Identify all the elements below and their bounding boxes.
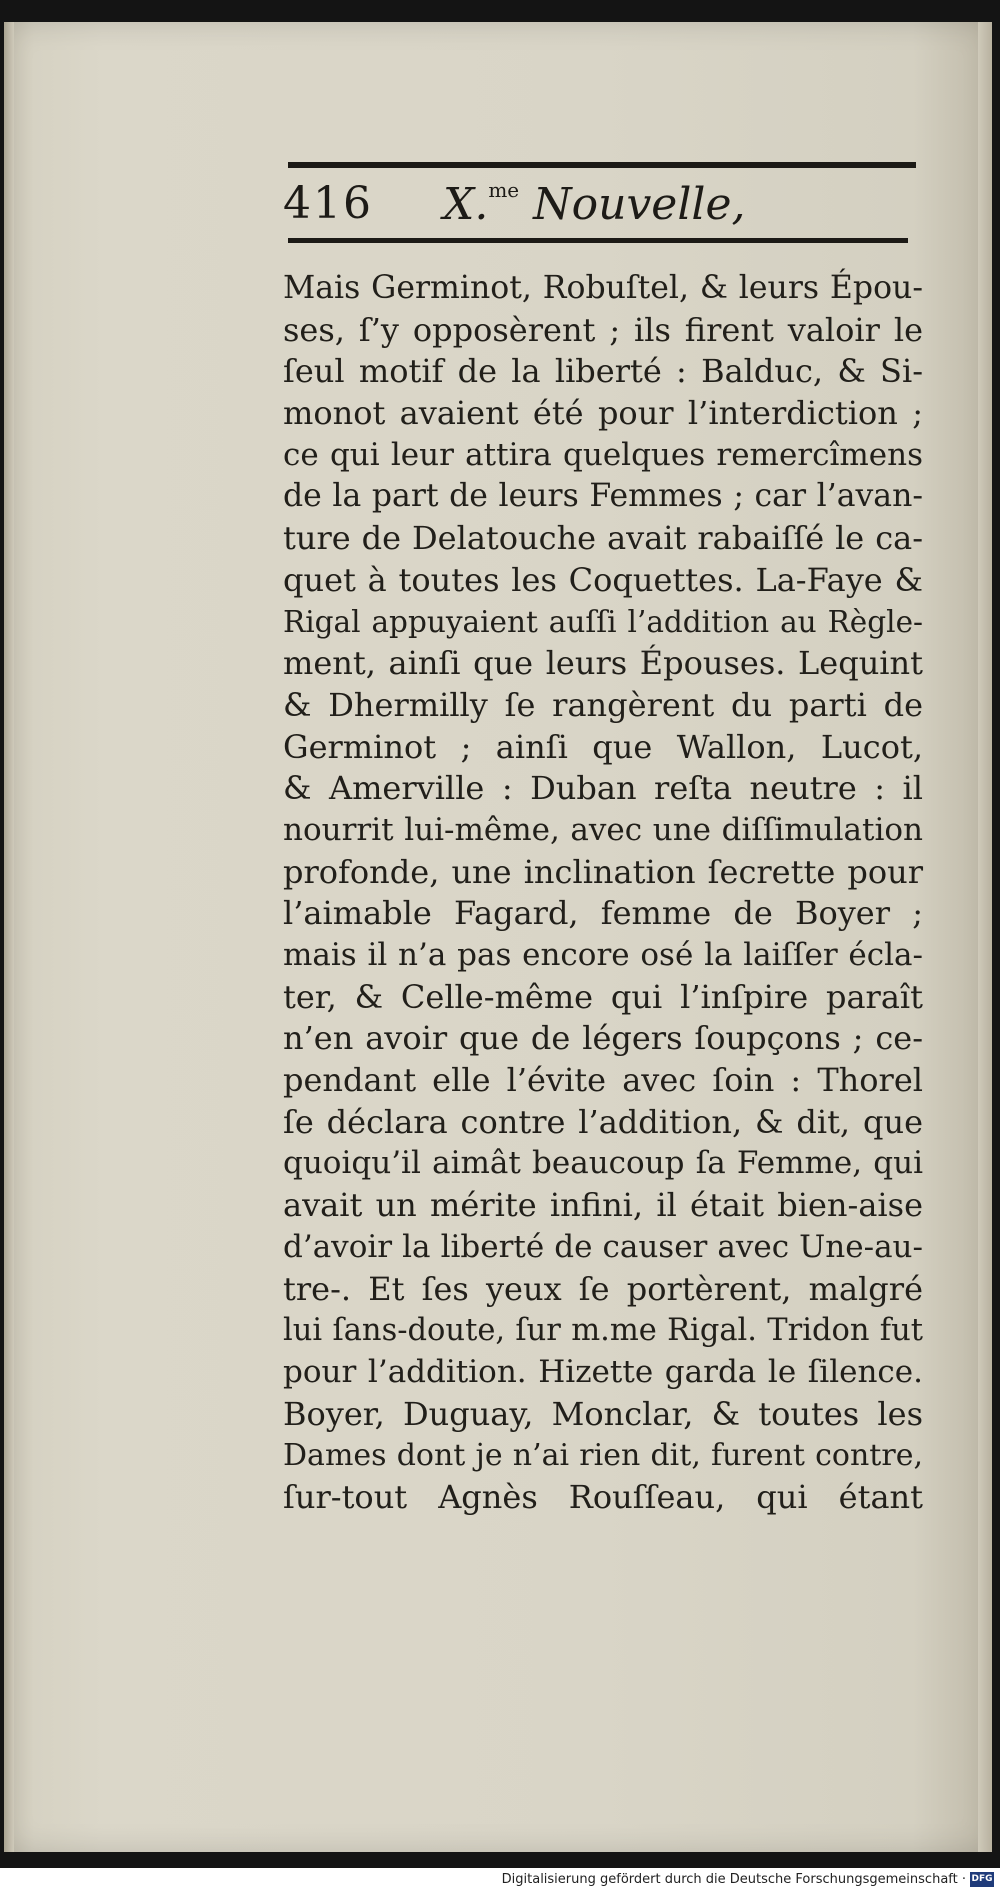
text-line: de la part de leurs Femmes ; car l’avan- [283, 478, 923, 515]
text-line: mais il n’a pas encore osé la laiſſer écla- [283, 937, 923, 973]
text-line: profonde, une inclination ſecrette pour [283, 852, 923, 891]
page-header [283, 178, 923, 238]
text-line: Germinot ; ainſi que Wallon, Lucot, [283, 727, 923, 766]
header-rule-bottom [288, 238, 908, 243]
text-line: d’avoir la liberté de causer avec Une-au- [283, 1228, 923, 1265]
text-line: ſur-tout Agnès Rouſſeau, qui étant [283, 1477, 923, 1516]
text-line: ſeul motif de la liberté : Balduc, & Si- [283, 352, 923, 391]
text-line: Rigal appuyaient auſſi l’addition au Règle- [283, 604, 923, 639]
page-gutter [4, 22, 14, 1852]
text-line: n’en avoir que de légers ſoupçons ; ce- [283, 1019, 923, 1058]
text-line: ſe déclara contre l’addition, & dit, que [283, 1102, 923, 1141]
page-number: 416 [283, 178, 373, 229]
text-line: ce qui leur attira quelques remercîmens [283, 436, 923, 473]
text-line: nourrit lui-même, avec une diſſimulation [283, 811, 923, 848]
text-line: ses, ſ’y opposèrent ; ils firent valoir le [283, 310, 923, 349]
text-line: tre-. Et ſes yeux ſe portèrent, malgré [283, 1269, 923, 1308]
digitization-credit: Digitalisierung gefördert durch die Deutsche Forschungsgemeinschaft · [501, 1872, 966, 1887]
text-line: Dames dont je n’ai rien dit, furent contre, [283, 1438, 923, 1474]
running-head-superscript: me [488, 178, 520, 202]
running-head-title: Nouvelle, [519, 179, 746, 230]
text-line: quoiqu’il aimât beaucoup ſa Femme, qui [283, 1145, 923, 1182]
text-line: ment, ainſi que leurs Épouses. Lequint [283, 644, 923, 683]
text-line: & Dhermilly ſe rangèrent du parti de [283, 685, 923, 724]
running-head [443, 178, 746, 230]
text-line: Boyer, Duguay, Monclar, & toutes les [283, 1394, 923, 1433]
text-line: & Amerville : Duban reſta neutre : il [283, 769, 923, 808]
header-rule-top [288, 162, 916, 168]
text-line: monot avaient été pour l’interdiction ; [283, 394, 923, 433]
text-line: avait un mérite infini, il était bien-aise [283, 1186, 923, 1225]
page-edge [978, 22, 992, 1852]
text-line: l’aimable Fagard, femme de Boyer ; [283, 894, 923, 933]
text-line: Mais Germinot, Robuſtel, & leurs Épou- [283, 270, 923, 306]
dfg-logo: DFG [970, 1872, 994, 1887]
text-line: pendant elle l’évite avec ſoin : Thorel [283, 1061, 923, 1100]
text-line: quet à toutes les Coquettes. La-Faye & [283, 560, 923, 599]
text-line: lui ſans-doute, ſur m.me Rigal. Tridon fut [283, 1313, 923, 1349]
text-line: pour l’addition. Hizette garda le ſilence. [283, 1353, 923, 1390]
text-line: ture de Delatouche avait rabaiſſé le ca- [283, 519, 923, 558]
text-line: ter, & Celle-même qui l’inſpire paraît [283, 977, 923, 1016]
body-text [283, 268, 923, 1519]
running-head-numeral: X. [443, 179, 489, 230]
